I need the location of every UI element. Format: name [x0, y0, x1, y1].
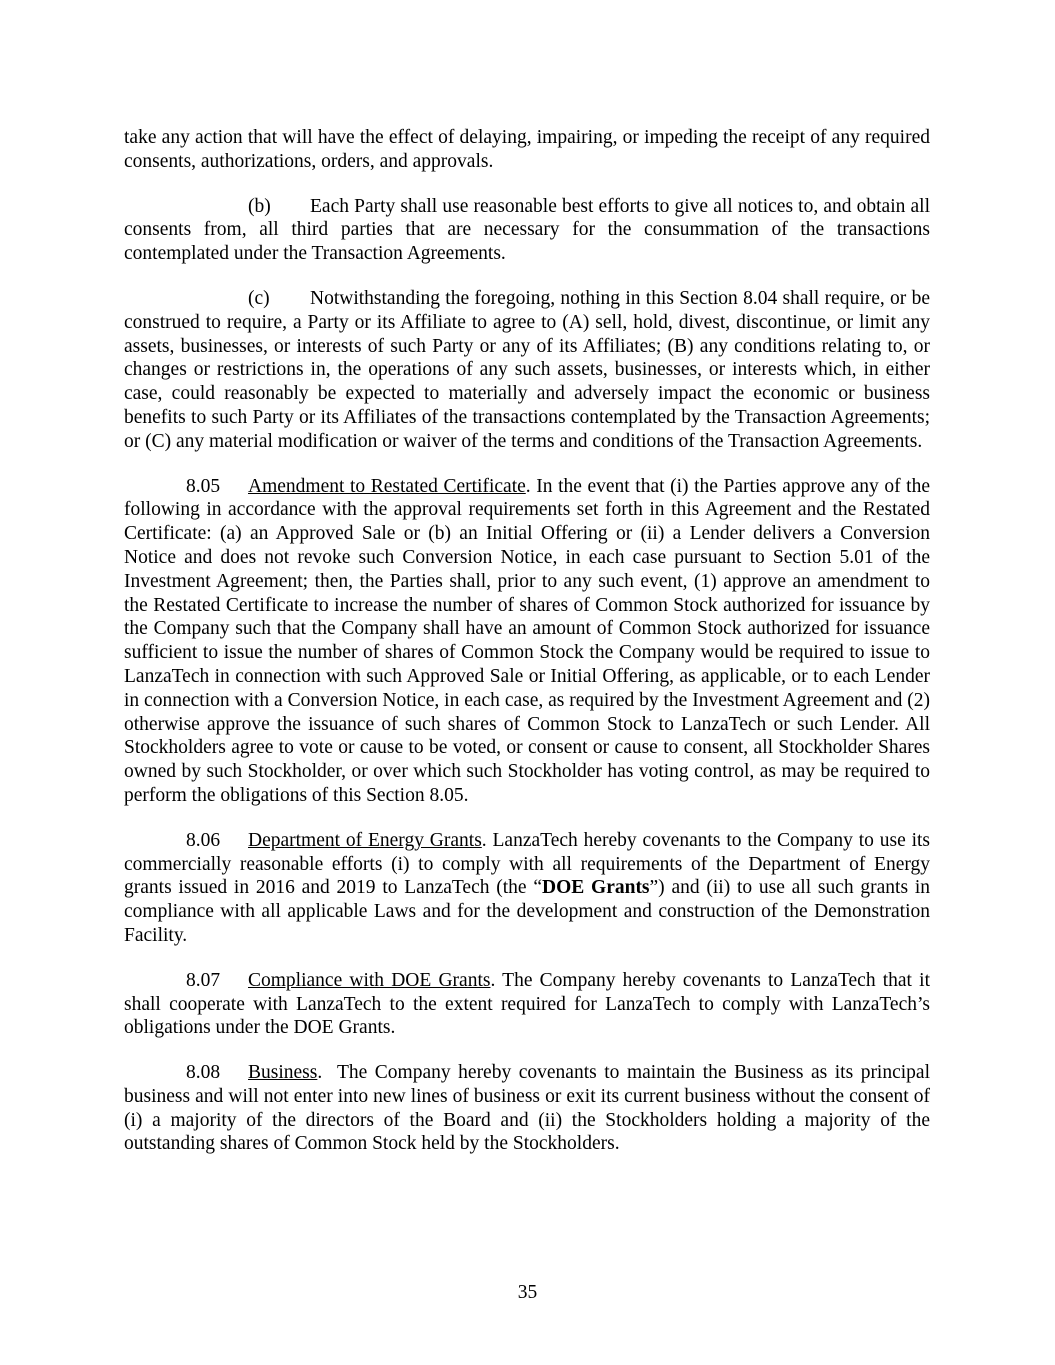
section-8-05-paragraph: [124, 475, 930, 808]
subsection-b-text: Each Party shall use reasonable best efforts to give all notices to, and obtain all consents from, all third parties that are necessary for the consummation of the transactions contemplated under the Transaction Agreements.: [124, 195, 930, 265]
continuation-text: take any action that will have the effect of delaying, impairing, or impeding the receipt of any required consents, authorizations, orders, and approvals.: [124, 127, 930, 172]
section-8-06-paragraph: [124, 829, 930, 948]
section-8-07-text: . The Company hereby covenants to LanzaTech that it shall cooperate with LanzaTech to the extent required for LanzaTech to comply with LanzaTech’s obligations under the DOE Grants.: [124, 969, 930, 1039]
section-8-08-text: . The Company hereby covenants to maintain the Business as its principal business and will not enter into new lines of business or exit its current business without the consent of (i) a majority of the directors of the Board and (ii) the Stockholders holding a majority of the outstanding shares of Common Stock held by the Stockholders.: [124, 1062, 935, 1155]
section-8-07-paragraph: [124, 969, 930, 1040]
page-number: 35: [517, 1282, 538, 1303]
section-8-06-text-after: ”) and (ii) to use all such grants in compliance with all applicable Laws and for the development and construction of the Demonstration Facility.: [124, 877, 930, 946]
subsection-c-paragraph: [124, 287, 930, 454]
continuation-paragraph: [124, 126, 930, 174]
section-8-07-heading: Compliance with DOE Grants: [248, 969, 491, 991]
section-8-08-heading: Business: [248, 1062, 318, 1084]
subsection-b-label: (b): [248, 195, 271, 217]
document-body: [124, 126, 935, 1177]
section-8-06-number: 8.06: [186, 829, 221, 851]
section-8-05-heading: Amendment to Restated Certificate: [248, 475, 526, 497]
section-8-06-text-before: . LanzaTech hereby covenants to the Company to use its commercially reasonable efforts (i) to comply with all requirements of the Department of Energy grants issued in 2016 and 2019 to LanzaTech (the “: [124, 829, 931, 899]
section-8-06-heading: Department of Energy Grants: [248, 829, 482, 851]
section-8-08-paragraph: [124, 1061, 935, 1156]
subsection-c-text: Notwithstanding the foregoing, nothing in this Section 8.04 shall require, or be construed to require, a Party or its Affiliate to agree to (A) sell, hold, divest, discontinue, or limit any assets, businesses, or interests of such Party or any of its Affiliates; (B) any conditions relating to, or changes or restrictions in, the operations of any such assets, businesses, or interests which, in either case, could reasonably be expected to materially and adversely impact the economic or business benefits to such Party or its Affiliates of the transactions contemplated by the Transaction Agreements; or (C) any material modification or waiver of the terms and conditions of the Transaction Agreements.: [124, 287, 930, 452]
section-8-07-number: 8.07: [186, 969, 221, 991]
section-8-05-number: 8.05: [186, 475, 221, 497]
subsection-c-label: (c): [248, 287, 270, 309]
section-8-06-defined-term: DOE Grants: [542, 877, 650, 899]
section-8-08-number: 8.08: [186, 1062, 221, 1084]
section-8-05-text: . In the event that (i) the Parties approve any of the following in accordance with the approval requirements set forth in this Agreement and the Restated Certificate: (a) an Approved Sale or (b) an Initial Offering or (ii) a Lender delivers a Conversion Notice and does not revoke such Conversion Notice, in each case pursuant to Section 5.01 of the Investment Agreement; then, the Parties shall, prior to any such event, (1) approve an amendment to the Restated Certificate to increase the number of shares of Common Stock authorized for issuance by the Company such that the Company shall have an amount of Common Stock authorized for issuance sufficient to issue the number of shares of Common Stock the Company would be required to issue to LanzaTech in connection with such Approved Sale or Initial Offering, as applicable, or to each Lender in connection with a Conversion Notice, in each case, as required by the Investment Agreement and (2) otherwise approve the issuance of such shares of Common Stock to LanzaTech or such Lender. All Stockholders agree to vote or cause to be voted, or consent or cause to consent, all Stockholder Shares owned by such Stockholder, or over which such Stockholder has voting control, as may be required to perform the obligations of this Section 8.05.: [124, 475, 930, 806]
subsection-b-paragraph: [124, 195, 930, 266]
